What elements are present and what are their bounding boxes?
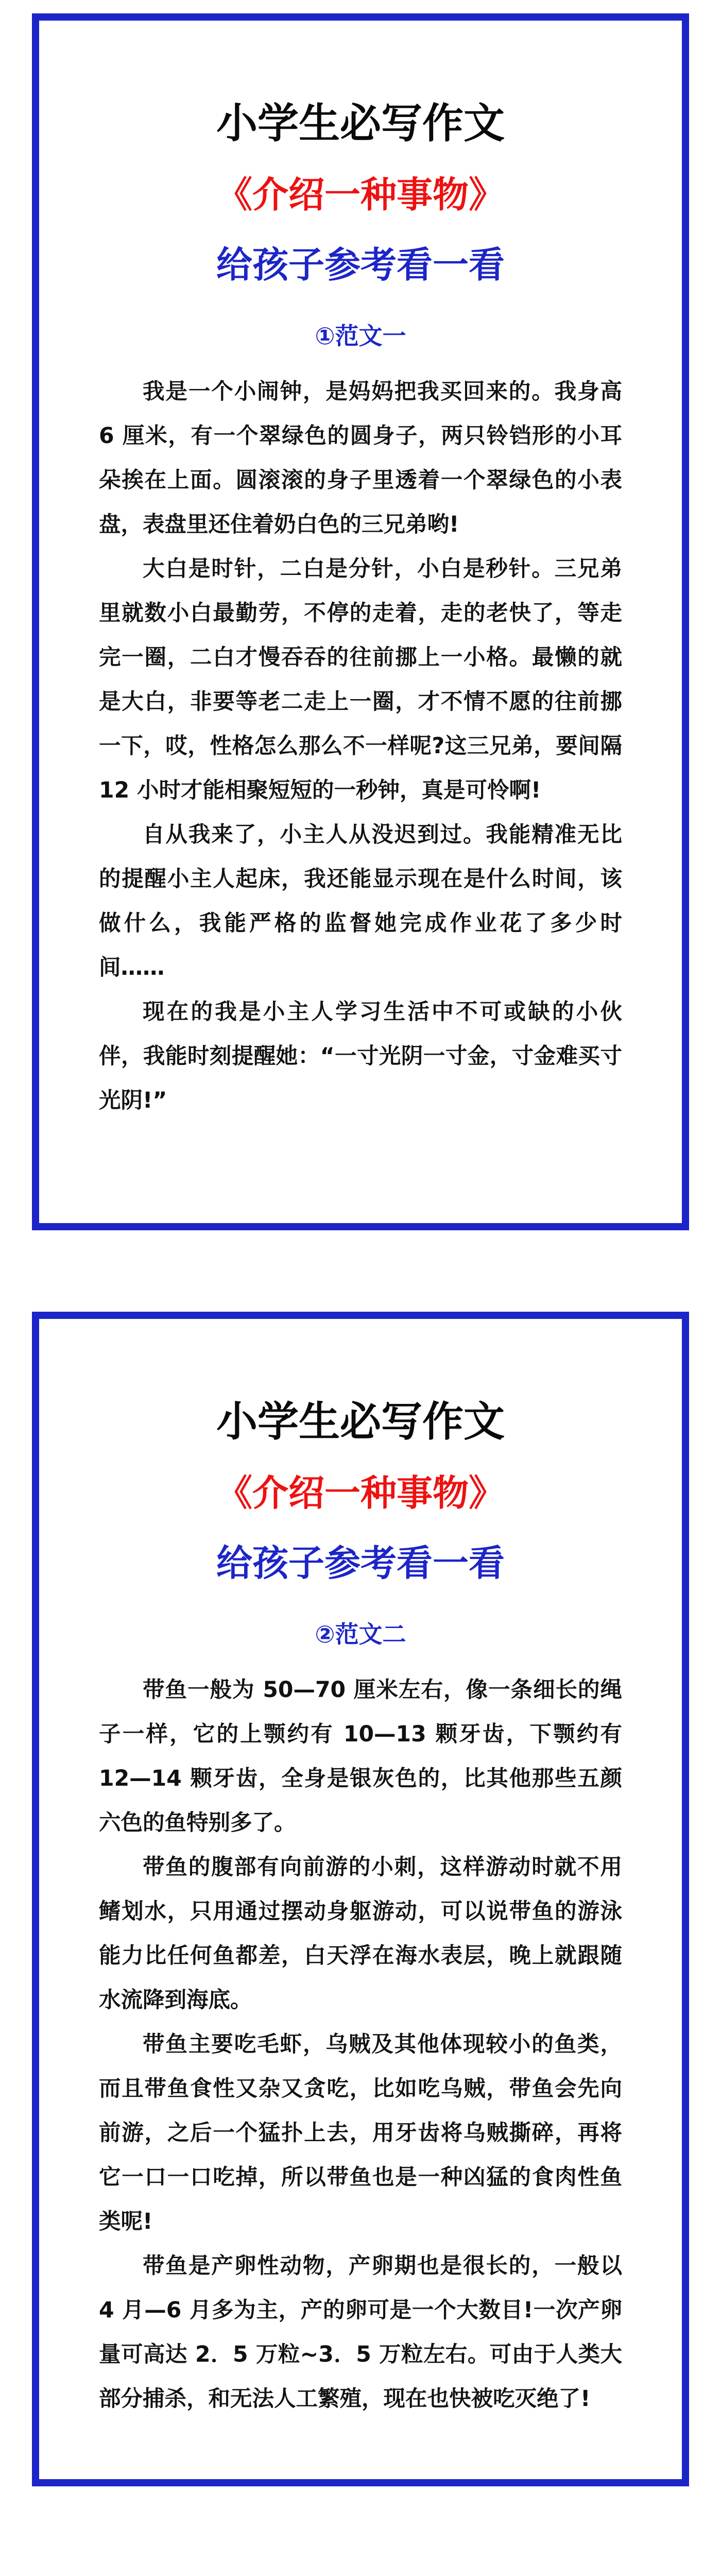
card-title: 小学生必写作文 bbox=[216, 1398, 505, 1446]
section-label: ②范文二 bbox=[315, 1620, 406, 1648]
essay-body bbox=[99, 1668, 622, 2421]
essay-card-2 bbox=[32, 1312, 689, 2486]
paragraph: 带鱼主要吃毛虾，乌贼及其他体现较小的鱼类，而且带鱼食性又杂又贪吃，比如吃乌贼，带鱼会先向前游，之后一个猛扑上去，用牙齿将乌贼撕碎，再将它一口一口吃掉，所以带鱼也是一种凶猛的食肉性鱼类呢! bbox=[99, 2032, 622, 2234]
card-title: 小学生必写作文 bbox=[216, 99, 505, 147]
section-label: ①范文一 bbox=[315, 322, 406, 350]
paragraph: 我是一个小闹钟，是妈妈把我买回来的。我身高 6 厘米，有一个翠绿色的圆身子，两只铃铛形的小耳朵挨在上面。圆滚滚的身子里透着一个翠绿色的小表盘，表盘里还住着奶白色的三兄弟哟! bbox=[99, 379, 622, 537]
paragraph: 大白是时针，二白是分针，小白是秒针。三兄弟里就数小白最勤劳，不停的走着，走的老快了，等走完一圈，二白才慢吞吞的往前挪上一小格。最懒的就是大白，非要等老二走上一圈，才不情不愿的往前挪一下，哎，性格怎么那么不一样呢?这三兄弟，要间隔 12 小时才能相聚短短的一秒钟，真是可怜啊! bbox=[99, 556, 622, 803]
reference-subtitle: 给孩子参考看一看 bbox=[216, 1542, 505, 1584]
reference-subtitle: 给孩子参考看一看 bbox=[216, 244, 505, 286]
paragraph: 带鱼一般为 50—70 厘米左右，像一条细长的绳子一样，它的上颚约有 10—13 颗牙齿，下颚约有 12—14 颗牙齿，全身是银灰色的，比其他那些五颜六色的鱼特别多了。 bbox=[99, 1677, 622, 1836]
paragraph: 自从我来了，小主人从没迟到过。我能精准无比的提醒小主人起床，我还能显示现在是什么时间，该做什么，我能严格的监督她完成作业花了多少时间…… bbox=[99, 822, 622, 980]
paragraph: 现在的我是小主人学习生活中不可或缺的小伙伴，我能时刻提醒她：“一寸光阴一寸金，寸金难买寸光阴!” bbox=[99, 999, 622, 1113]
essay-body bbox=[99, 370, 622, 1123]
paragraph: 带鱼的腹部有向前游的小刺，这样游动时就不用鳍划水，只用通过摆动身躯游动，可以说带鱼的游泳能力比任何鱼都差，白天浮在海水表层，晚上就跟随水流降到海底。 bbox=[99, 1855, 622, 2013]
topic-subtitle: 《介绍一种事物》 bbox=[216, 174, 505, 216]
topic-subtitle: 《介绍一种事物》 bbox=[216, 1472, 505, 1514]
essay-card-1 bbox=[32, 13, 689, 1230]
paragraph: 带鱼是产卵性动物，产卵期也是很长的，一般以 4 月—6 月多为主，产的卵可是一个大数目!一次产卵量可高达 2．5 万粒~3．5 万粒左右。可由于人类大部分捕杀，和无法人工繁殖，现在也快被吃灭绝了! bbox=[99, 2253, 622, 2412]
